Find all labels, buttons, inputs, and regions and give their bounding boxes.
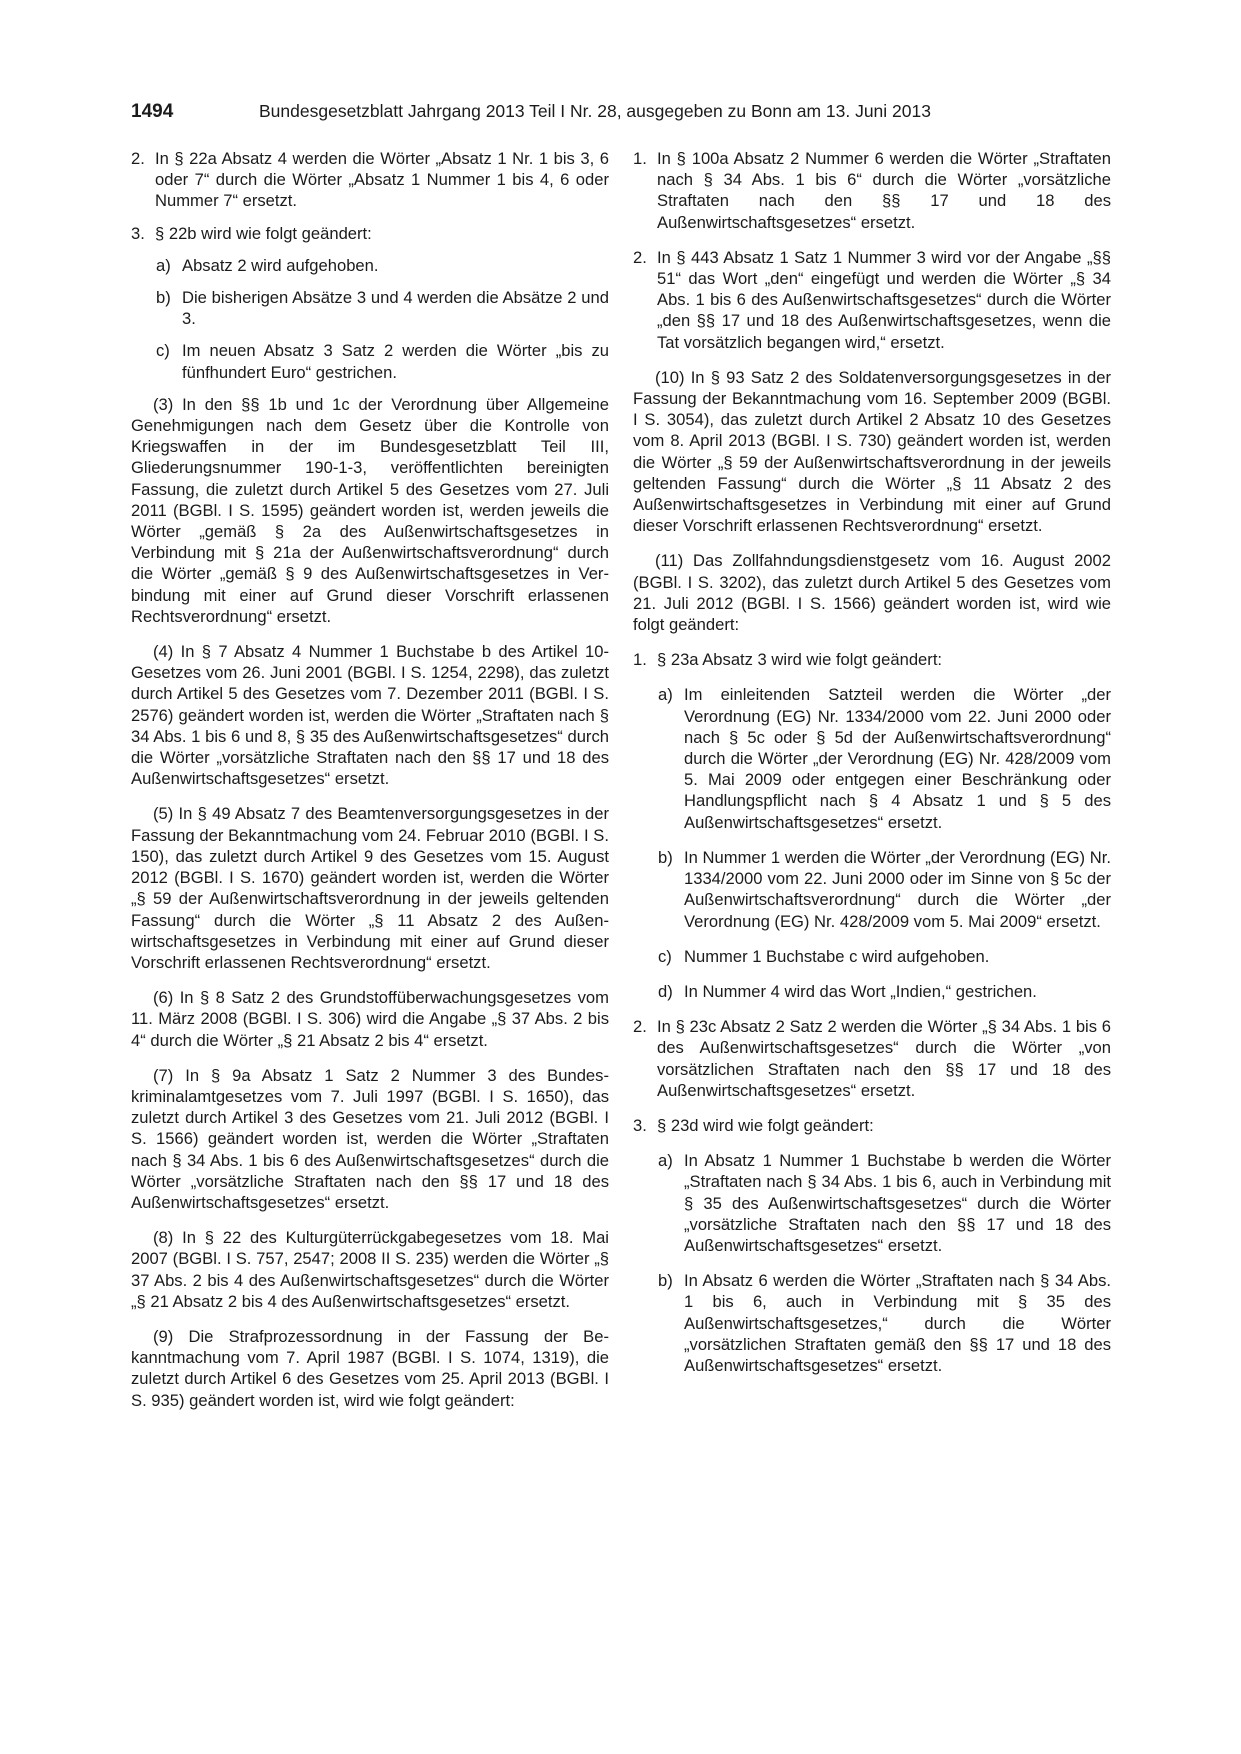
sub-item-text: In Absatz 1 Nummer 1 Buchstabe b werden die Wörter „Straftaten nach § 34 Abs. 1 bis 6, auch in Verbindung mit § 35 des Außenwirtschaftsgesetzes“ durch die Wörter „vorsätzliche Straftaten nach den §§ 17 und 18 des Außenwirtschaftsgesetzes“ ersetzt.	[684, 1151, 1111, 1255]
paragraph-10: (10) In § 93 Satz 2 des Soldatenversorgungsgesetzes in der Fassung der Bekanntmachung vom 16. September 2009 (BGBl. I S. 3054), das zuletzt durch Artikel 2 Absatz 10 des Gesetzes vom 8. April 2013 (BGBl. I S. 730) geändert worden ist, werden die Wörter „§ 59 der Außenwirtschaftsverordnung in der jeweils geltenden Fassung“ durch die Wörter „§ 11 Absatz 2 des Außenwirtschaftsgesetzes in Verbindung mit einer auf Grund dieser Vorschrift erlassenen Rechtsverordnung“ ersetzt.	[633, 367, 1111, 536]
item-number: 3.	[131, 223, 145, 243]
running-head: Bundesgesetzblatt Jahrgang 2013 Teil I Nr. 28, ausgegeben zu Bonn am 13. Juni 2013	[259, 101, 931, 121]
sub-item-label: d)	[658, 981, 673, 1001]
paragraph-7: (7) In § 9a Absatz 1 Satz 2 Nummer 3 des Bundeskriminalamtgesetzes vom 7. Juli 1997 (BGBl. I S. 1650), das zuletzt durch Artikel 3 des Gesetzes vom 21. Juli 2012 (BGBl. I S. 1566) geändert worden ist, werden die Wörter „Straftaten nach § 34 Abs. 1 bis 6 des Außenwirtschaftsgesetzes“ durch die Wörter „vorsätzliche Straftaten nach den §§ 17 und 18 des Außenwirtschaftsgesetzes“ ersetzt.	[131, 1065, 609, 1212]
list-item	[633, 1016, 1111, 1101]
item-text: In § 443 Absatz 1 Satz 1 Nummer 3 wird vor der Angabe „§§ 51“ das Wort „den“ eingefügt und werden die Wörter „§ 34 Abs. 1 bis 6 des Außenwirtschaftsgesetzes“ durch die Wörter „den §§ 17 und 18 des Außenwirtschaftsgesetzes, wenn die Tat vorsätzlich begangen wird,“ ersetzt.	[657, 247, 1111, 352]
sub-item-text: Absatz 2 wird aufgehoben.	[182, 255, 379, 275]
sub-item	[658, 1150, 1111, 1256]
sub-item-label: a)	[658, 685, 673, 705]
paragraph-3: (3) In den §§ 1b und 1c der Verordnung über Allgemeine Genehmigungen nach dem Gesetz über die Kontrolle von Kriegswaffen in der im Bundesgesetzblatt Teil III, Gliederungsnummer 190-1-3, veröffentlichten bereinigten Fassung, die zuletzt durch Artikel 5 des Gesetzes vom 27. Juli 2011 (BGBl. I S. 1595) geändert worden ist, werden jeweils die Wörter „gemäß § 2a des Außenwirtschaftsgesetzes in Verbindung mit § 21a der Außenwirtschaftsverordnung“ durch die Wörter „gemäß § 9 des Außenwirtschaftsgesetzes in Verbindung mit einer auf Grund dieser Vorschrift erlassenen Rechtsverordnung“ ersetzt.	[131, 394, 609, 626]
right-column	[633, 148, 1111, 1387]
sub-item-text: In Nummer 4 wird das Wort „Indien,“ gestrichen.	[684, 981, 1037, 1001]
item-text: In § 23c Absatz 2 Satz 2 werden die Wörter „§ 34 Abs. 1 bis 6 des Außenwirtschaftsgesetzes“ durch die Wörter „von vorsätzlichen Straftaten nach den §§ 17 und 18 des Außenwirtschaftsgesetzes“ ersetzt.	[657, 1017, 1111, 1100]
list-item	[633, 247, 1111, 353]
item-number: 2.	[633, 1017, 647, 1037]
paragraph-5: (5) In § 49 Absatz 7 des Beamtenversorgungsgesetzes in der Fassung der Bekanntmachung vom 24. Februar 2010 (BGBl. I S. 150), das zuletzt durch Artikel 9 des Gesetzes vom 15. August 2012 (BGBl. I S. 1670) geändert worden ist, werden die Wörter „§ 59 der Außenwirtschaftsverordnung in der jeweils geltenden Fassung“ durch die Wörter „§ 11 Absatz 2 des Außenwirtschaftsgesetzes in Verbindung mit einer auf Grund dieser Vorschrift erlassenen Rechtsverordnung“ ersetzt.	[131, 804, 609, 972]
sub-item-text: Im neuen Absatz 3 Satz 2 werden die Wörter „bis zu fünfhundert Euro“ gestrichen.	[182, 341, 609, 382]
sub-item	[658, 946, 1111, 967]
item-number: 1.	[633, 149, 647, 168]
sub-item	[658, 684, 1111, 832]
sub-item	[156, 287, 609, 329]
item-text: In § 22a Absatz 4 werden die Wörter „Absatz 1 Nr. 1 bis 3, 6 oder 7“ durch die Wörter „Absatz 1 Nummer 1 bis 4, 6 oder Nummer 7“ ersetzt.	[155, 149, 609, 211]
page-header	[131, 101, 1113, 129]
sub-item-text: In Absatz 6 werden die Wörter „Straftaten nach § 34 Abs. 1 bis 6, auch in Verbindung mit § 35 des Außenwirtschaftsgesetzes,“ durch die Wörter „vorsätzlichen Straftaten gemäß den §§ 17 und 18 des Außenwirtschaftsgesetzes“ ersetzt.	[684, 1271, 1111, 1375]
list-item	[633, 649, 1111, 670]
sub-item-text: Nummer 1 Buchstabe c wird aufgehoben.	[684, 946, 990, 966]
sub-item-text: Die bisherigen Absätze 3 und 4 werden die Absätze 2 und 3.	[182, 288, 609, 329]
sub-item-label: a)	[156, 255, 171, 275]
item-number: 1.	[633, 650, 647, 670]
list-item	[633, 1115, 1111, 1136]
list-item	[131, 148, 609, 212]
paragraph-4: (4) In § 7 Absatz 4 Nummer 1 Buchstabe b des Artikel 10-Gesetzes vom 26. Juni 2001 (BGBl. I S. 1254, 2298), das zuletzt durch Artikel 5 des Gesetzes vom 7. Dezember 2011 (BGBl. I S. 2576) geändert worden ist, werden die Wörter „Straftaten nach § 34 Abs. 1 bis 6 und 8, § 35 des Außenwirtschaftsgesetzes“ durch die Wörter „vorsätzliche Straftaten nach den §§ 17 und 18 des Außenwirtschaftsgesetzes“ ersetzt.	[131, 642, 609, 789]
page-number: 1494	[131, 101, 174, 122]
item-text: In § 100a Absatz 2 Nummer 6 werden die Wörter „Straftaten nach § 34 Abs. 1 bis 6“ durch die Wörter „vorsätzliche Straftaten nach den §§ 17 und 18 des Außenwirtschaftsgesetzes“ ersetzt.	[657, 149, 1111, 232]
list-item	[131, 223, 609, 244]
list-item	[633, 148, 1111, 233]
paragraph-9: (9) Die Strafprozessordnung in der Fassung der Bekanntmachung vom 7. April 1987 (BGBl. I S. 1074, 1319), die zuletzt durch Artikel 6 des Gesetzes vom 25. April 2013 (BGBl. I S. 935) geändert worden ist, wird wie folgt geändert:	[131, 1326, 609, 1410]
paragraph-6: (6) In § 8 Satz 2 des Grundstoffüberwachungsgesetzes vom 11. März 2008 (BGBl. I S. 306) wird die Angabe „§ 37 Abs. 2 bis 4“ durch die Wörter „§ 21 Absatz 2 bis 4“ ersetzt.	[131, 988, 609, 1050]
left-column	[131, 148, 609, 1422]
sub-item	[658, 981, 1111, 1002]
paragraph-11: (11) Das Zollfahndungsdienstgesetz vom 16. August 2002 (BGBl. I S. 3202), das zuletzt durch Artikel 5 des Gesetzes vom 21. Juli 2012 (BGBl. I S. 1566) geändert worden ist, wird wie folgt geändert:	[633, 551, 1111, 635]
item-text: § 23a Absatz 3 wird wie folgt geändert:	[657, 650, 943, 670]
item-number: 2.	[633, 247, 647, 267]
sub-item	[658, 847, 1111, 932]
sub-item-label: c)	[156, 341, 170, 361]
item-text: § 22b wird wie folgt geändert:	[155, 223, 372, 243]
sub-item	[658, 1270, 1111, 1376]
sub-item-label: b)	[658, 847, 673, 867]
sub-item-label: b)	[658, 1271, 673, 1291]
item-text: § 23d wird wie folgt geändert:	[657, 1115, 874, 1135]
sub-item-label: a)	[658, 1151, 673, 1171]
sub-item	[156, 340, 609, 382]
item-number: 3.	[633, 1115, 647, 1135]
sub-item-text: Im einleitenden Satzteil werden die Wörter „der Verordnung (EG) Nr. 1334/2000 vom 22. Juni 2000 oder nach § 5c oder § 5d der Außenwirtschaftsverordnung“ durch die Wörter „der Verordnung (EG) Nr. 428/2009 vom 5. Mai 2009 oder entgegen einer Beschränkung oder Handlungspflicht nach § 4 Absatz 1 und § 5 des Außenwirtschaftsgesetzes“ ersetzt.	[684, 685, 1111, 832]
sub-item-label: b)	[156, 288, 171, 308]
item-number: 2.	[131, 149, 145, 168]
sub-item-text: In Nummer 1 werden die Wörter „der Verordnung (EG) Nr. 1334/2000 vom 22. Juni 2000 oder im Sinne von § 5c der Außenwirtschaftsverordnung“ durch die Wörter „der Verordnung (EG) Nr. 428/2009 vom 5. Mai 2009“ ersetzt.	[684, 847, 1111, 931]
sub-item	[156, 255, 609, 276]
sub-item-label: c)	[658, 946, 672, 966]
paragraph-8: (8) In § 22 des Kulturgüterrückgabegesetzes vom 18. Mai 2007 (BGBl. I S. 757, 2547; 2008 II S. 235) werden die Wörter „§ 37 Abs. 2 bis 4 des Außenwirtschaftsgesetzes“ durch die Wörter „§ 21 Absatz 2 bis 4 des Außenwirtschaftsgesetzes“ ersetzt.	[131, 1228, 609, 1311]
